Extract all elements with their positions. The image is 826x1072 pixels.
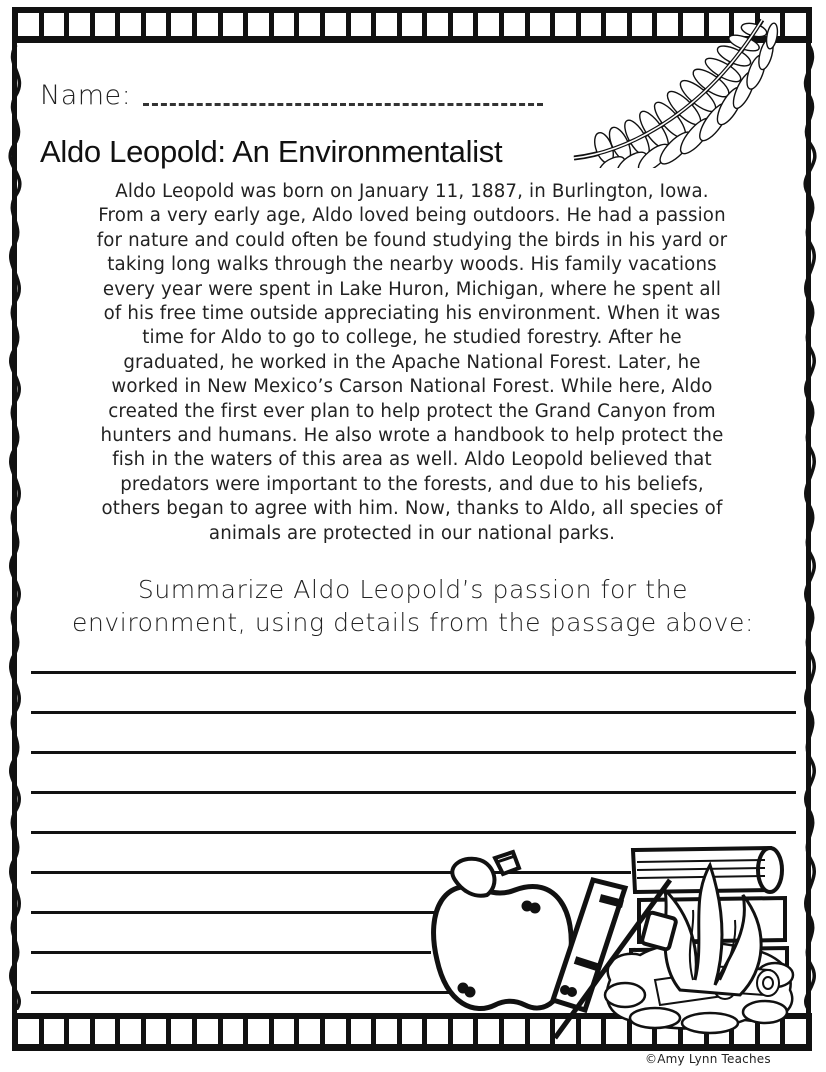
passage-line: graduated, he worked in the Apache National Forest. Later, he (123, 351, 701, 373)
copyright-notice: ©Amy Lynn Teaches (645, 1052, 771, 1066)
passage-line: of his free time outside appreciating his environment. When it was (103, 303, 721, 325)
passage-line: for nature and could often be found studying the birds in his yard or (96, 229, 728, 251)
passage-line: hunters and humans. He also wrote a handbook to help protect the (100, 425, 724, 447)
answer-line[interactable] (31, 791, 796, 794)
name-label: Name: (40, 80, 132, 111)
passage-line: From a very early age, Aldo loved being outdoors. He had a passion (98, 205, 726, 227)
reading-passage (50, 180, 774, 546)
passage-line: taking long walks through the nearby woods. His family vacations (107, 254, 717, 276)
answer-line[interactable] (31, 831, 796, 834)
passage-line: created the first ever plan to help protect the Grand Canyon from (108, 400, 716, 422)
passage-line: animals are protected in our national parks. (208, 522, 616, 544)
passage-line: predators were important to the forests, and due to his beliefs, (120, 473, 704, 495)
answer-line[interactable] (31, 911, 451, 914)
apple-books-campfire-illustration-icon (425, 840, 815, 1040)
passage-line: every year were spent in Lake Huron, Michigan, where he spent all (102, 278, 722, 300)
name-blank-line[interactable] (143, 103, 543, 106)
left-curl-decoration-icon (2, 45, 30, 1010)
answer-line[interactable] (31, 711, 796, 714)
apple-icon (434, 852, 572, 1009)
passage-line: fish in the waters of this area as well. Aldo Leopold believed that (112, 449, 712, 471)
prompt-line: Summarize Aldo Leopold’s passion for the (137, 575, 689, 604)
passage-line: worked in New Mexico’s Carson National Forest. While here, Aldo (111, 376, 713, 398)
worksheet-title: Aldo Leopold: An Environmentalist (40, 134, 503, 169)
passage-line: others began to agree with him. Now, thanks to Aldo, all species of (101, 498, 723, 520)
passage-line: Aldo Leopold was born on January 11, 1887, in Burlington, Iowa. (115, 181, 709, 202)
name-field[interactable] (40, 80, 543, 111)
prompt-line: environment, using details from the passage above: (71, 608, 755, 637)
writing-prompt (30, 573, 796, 639)
passage-line: time for Aldo to go to college, he studied forestry. After he (142, 327, 682, 349)
answer-line[interactable] (31, 991, 451, 994)
fern-leaf-icon (562, 8, 782, 168)
answer-line[interactable] (31, 951, 431, 954)
answer-line[interactable] (31, 671, 796, 674)
answer-line[interactable] (31, 751, 796, 754)
